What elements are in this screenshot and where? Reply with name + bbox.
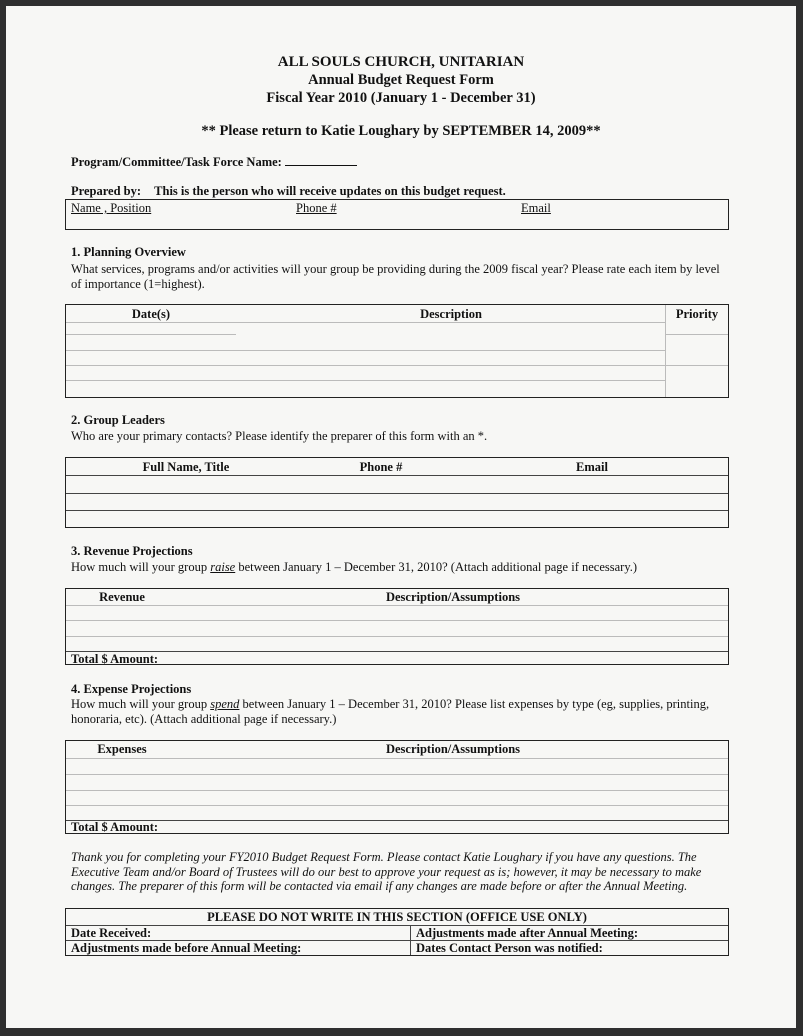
row-line xyxy=(66,620,178,621)
expense-desc-pre: How much will your group xyxy=(71,697,211,711)
expense-desc xyxy=(71,697,741,727)
expense-table xyxy=(65,740,729,834)
expense-total-label: Total $ Amount: xyxy=(71,820,159,834)
col-email: Email xyxy=(576,460,608,474)
row-line xyxy=(66,510,728,511)
col-divider xyxy=(665,305,666,397)
program-name-field[interactable] xyxy=(285,154,357,166)
revenue-desc-emphasis: raise xyxy=(210,560,236,574)
row-line xyxy=(66,605,728,606)
leaders-desc: Who are your primary contacts? Please identify the preparer of this form with an *. xyxy=(71,429,488,443)
prepared-by-box[interactable] xyxy=(65,199,729,230)
row-line xyxy=(665,334,728,335)
office-use-title: PLEASE DO NOT WRITE IN THIS SECTION (OFFICE USE ONLY) xyxy=(207,910,587,924)
planning-table xyxy=(65,304,729,398)
row-line xyxy=(178,620,728,621)
row-line xyxy=(66,790,728,791)
org-name: ALL SOULS CHURCH, UNITARIAN xyxy=(277,54,525,70)
revenue-total-label: Total $ Amount: xyxy=(71,652,159,666)
leaders-table xyxy=(65,457,729,528)
row-line xyxy=(66,350,665,351)
expense-heading: 4. Expense Projections xyxy=(71,682,192,696)
col-description: Description xyxy=(420,307,482,321)
planning-heading: 1. Planning Overview xyxy=(71,245,186,259)
col-exp-description: Description/Assumptions xyxy=(385,742,521,756)
email-field[interactable]: Email xyxy=(521,201,551,215)
adj-after-label: Adjustments made after Annual Meeting: xyxy=(416,926,638,940)
row-line xyxy=(66,322,665,323)
prepared-by-label: Prepared by: xyxy=(71,184,142,198)
return-note: ** Please return to Katie Loughary by SEPTEMBER 14, 2009** xyxy=(201,123,601,139)
col-dates: Date(s) xyxy=(131,307,171,321)
row-line xyxy=(66,758,728,759)
form-title: Annual Budget Request Form xyxy=(308,72,494,88)
row-line xyxy=(66,636,728,637)
col-divider xyxy=(410,925,411,955)
thanks-note: Thank you for completing your FY2010 Budget Request Form. Please contact Katie Loughary if you have any questions. The Executive Team and/or Board of Trustees will do our best to approve your request as is; however, it may be necessary to make changes. The preparer of this form will be contacted via email if any changes are made before or after the Annual Meeting. xyxy=(71,850,702,893)
leaders-heading: 2. Group Leaders xyxy=(71,413,165,427)
row-line xyxy=(66,334,236,335)
row-line xyxy=(66,651,728,652)
revenue-table xyxy=(65,588,729,665)
expense-desc-post: between January 1 – December 31, 2010? Please list expenses by type (eg, supplies, printing, honoraria, etc). (Attach additional page if necessary.) xyxy=(71,697,710,726)
row-line xyxy=(66,365,728,366)
row-line xyxy=(66,475,728,476)
adj-before-label: Adjustments made before Annual Meeting: xyxy=(71,941,302,955)
col-rev-description: Description/Assumptions xyxy=(385,590,521,604)
row-line xyxy=(66,493,728,494)
row-line xyxy=(66,380,665,381)
row-line xyxy=(66,820,728,821)
col-full-name: Full Name, Title xyxy=(142,460,230,474)
planning-desc: What services, programs and/or activities will your group be providing during the 2009 fiscal year? Please rate each item by level of importance (1=highest). xyxy=(71,262,720,291)
col-expenses: Expenses xyxy=(97,742,147,756)
program-name-row xyxy=(71,154,357,170)
fiscal-year: Fiscal Year 2010 (January 1 - December 31) xyxy=(266,90,536,106)
revenue-desc-post: between January 1 – December 31, 2010? (Attach additional page if necessary.) xyxy=(235,560,638,574)
prepared-by-row xyxy=(71,184,506,199)
row-line xyxy=(66,805,728,806)
program-name-label: Program/Committee/Task Force Name: xyxy=(71,155,282,169)
col-priority: Priority xyxy=(675,307,719,321)
col-phone: Phone # xyxy=(359,460,403,474)
expense-desc-emphasis: spend xyxy=(210,697,240,711)
revenue-desc xyxy=(71,560,637,575)
col-revenue: Revenue xyxy=(99,590,145,604)
phone-field[interactable]: Phone # xyxy=(296,201,337,215)
date-received-label: Date Received: xyxy=(71,926,152,940)
name-position-field[interactable]: Name , Position xyxy=(71,201,152,215)
revenue-heading: 3. Revenue Projections xyxy=(71,544,193,558)
prepared-by-note: This is the person who will receive updates on this budget request. xyxy=(154,184,506,198)
row-line xyxy=(66,774,728,775)
revenue-desc-pre: How much will your group xyxy=(71,560,211,574)
dates-notified-label: Dates Contact Person was notified: xyxy=(416,941,603,955)
office-use-table xyxy=(65,908,729,956)
form-page xyxy=(6,6,796,1028)
